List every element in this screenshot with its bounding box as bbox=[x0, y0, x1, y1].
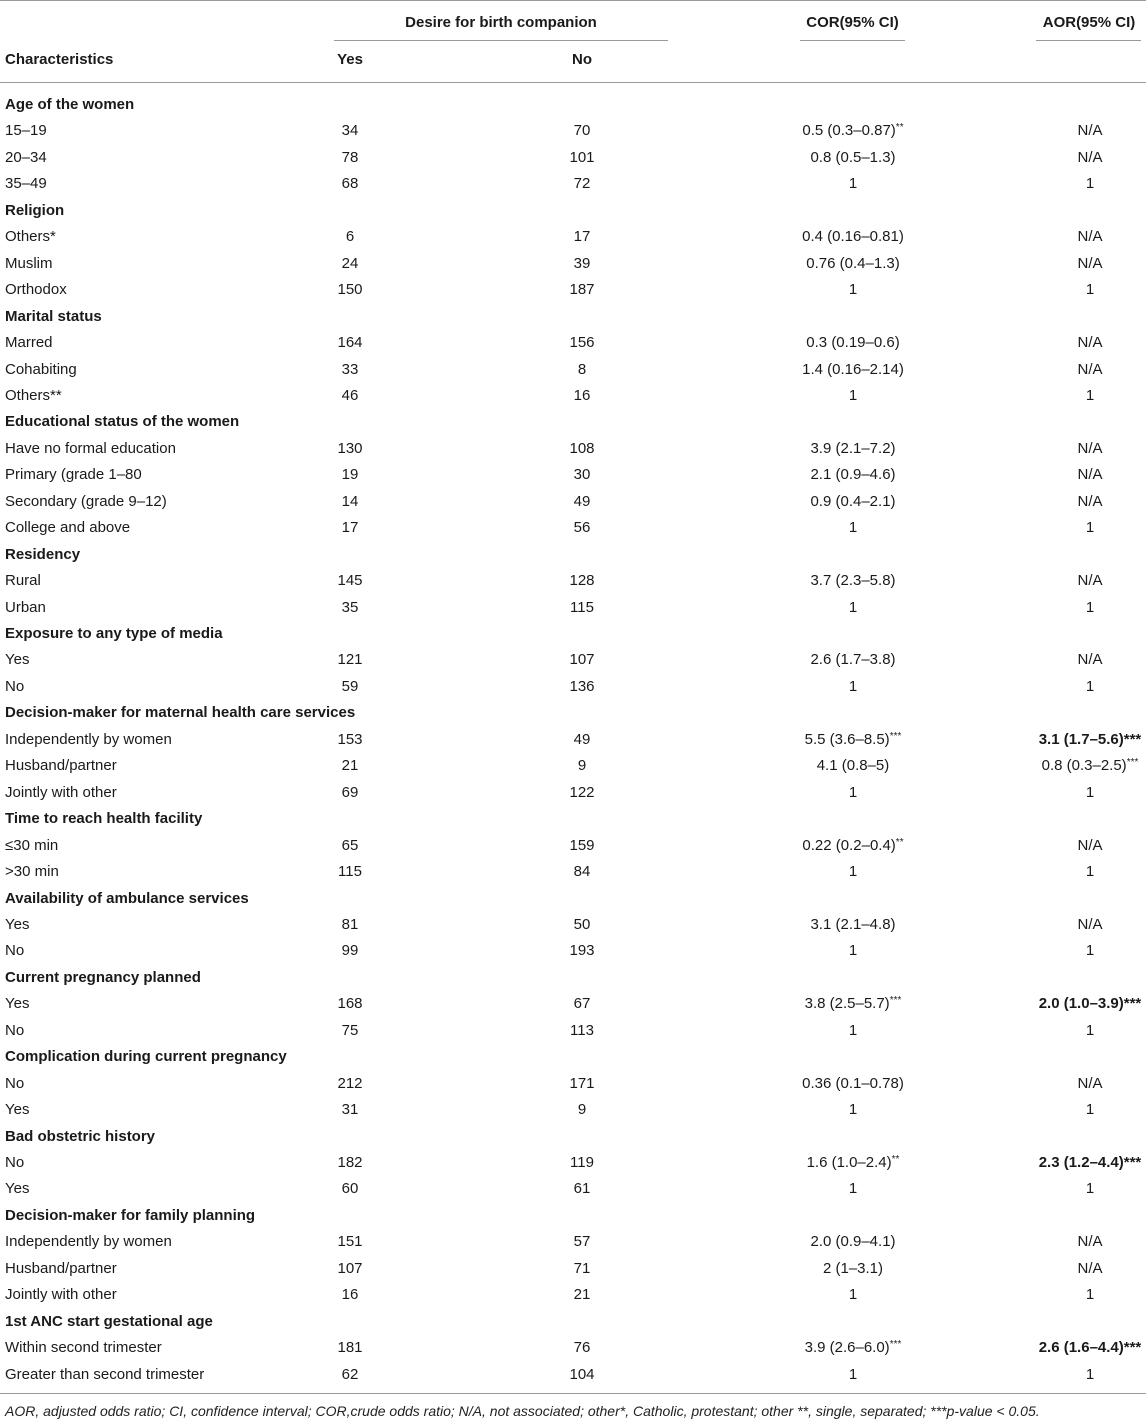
no-count: 136 bbox=[569, 678, 595, 695]
no-count: 49 bbox=[573, 731, 591, 748]
aor-value bbox=[1010, 916, 1146, 934]
cor-significance-mark: *** bbox=[889, 995, 902, 1006]
cor-text: 1 bbox=[848, 519, 858, 536]
cor-value bbox=[768, 334, 938, 352]
aor-text: 1 bbox=[1085, 863, 1095, 880]
cor-text: 5.5 (3.6–8.5) bbox=[804, 731, 890, 748]
cor-value bbox=[768, 1154, 938, 1172]
aor-value bbox=[1010, 1022, 1146, 1040]
no-count: 61 bbox=[573, 1180, 591, 1197]
no-count: 113 bbox=[570, 1022, 594, 1039]
aor-text: 1 bbox=[1085, 281, 1095, 298]
row-label: Have no formal education bbox=[5, 440, 176, 457]
row-label: Husband/partner bbox=[5, 1260, 117, 1277]
yes-count: 14 bbox=[341, 493, 359, 510]
aor-text: 1 bbox=[1085, 1022, 1095, 1039]
yes-count: 130 bbox=[337, 440, 363, 457]
yes-count: 153 bbox=[337, 731, 363, 748]
category-label: Educational status of the women bbox=[5, 413, 240, 430]
category-label: Exposure to any type of media bbox=[5, 625, 223, 642]
cor-text: 0.5 (0.3–0.87) bbox=[802, 122, 896, 139]
cor-value bbox=[768, 387, 938, 405]
row-label: ≤30 min bbox=[5, 837, 59, 854]
no-count: 156 bbox=[569, 334, 595, 351]
category-label: Decision-maker for family planning bbox=[5, 1207, 256, 1224]
cor-value bbox=[768, 1022, 938, 1040]
aor-text: N/A bbox=[1077, 440, 1103, 457]
yes-count: 145 bbox=[337, 572, 363, 589]
cor-value bbox=[768, 1339, 938, 1357]
row-label: Within second trimester bbox=[5, 1339, 162, 1356]
cor-value bbox=[768, 122, 938, 140]
category-label: Marital status bbox=[5, 308, 102, 325]
aor-value bbox=[1010, 175, 1146, 193]
no-count: 107 bbox=[569, 651, 595, 668]
yes-count: 81 bbox=[341, 916, 359, 933]
cor-text: 1 bbox=[848, 863, 858, 880]
aor-text: N/A bbox=[1077, 466, 1103, 483]
no-count: 16 bbox=[573, 387, 591, 404]
cor-text: 1.4 (0.16–2.14) bbox=[802, 361, 904, 378]
aor-text: N/A bbox=[1077, 361, 1103, 378]
row-label: Jointly with other bbox=[5, 784, 117, 801]
row-label: Rural bbox=[5, 572, 41, 589]
aor-text: 1 bbox=[1085, 1101, 1095, 1118]
row-label: No bbox=[5, 1022, 25, 1039]
no-count: 71 bbox=[573, 1260, 591, 1277]
cor-text: 2 (1–3.1) bbox=[822, 1260, 884, 1277]
category-label: Complication during current pregnancy bbox=[5, 1048, 287, 1065]
aor-value bbox=[1010, 149, 1146, 167]
yes-count: 35 bbox=[341, 599, 359, 616]
cor-value bbox=[768, 1260, 938, 1278]
row-label: Cohabiting bbox=[5, 361, 77, 378]
cor-text: 1 bbox=[848, 175, 858, 192]
aor-text: 1 bbox=[1085, 784, 1095, 801]
aor-text: N/A bbox=[1077, 1233, 1103, 1250]
yes-count: 181 bbox=[337, 1339, 363, 1356]
cor-text: 3.8 (2.5–5.7) bbox=[804, 995, 890, 1012]
no-count: 57 bbox=[573, 1233, 591, 1250]
row-label: Independently by women bbox=[5, 731, 172, 748]
category-label: Residency bbox=[5, 546, 81, 563]
cor-value bbox=[768, 361, 938, 379]
category-label: Age of the women bbox=[5, 96, 135, 113]
aor-value bbox=[1010, 361, 1146, 379]
row-label: College and above bbox=[5, 519, 131, 536]
aor-text: N/A bbox=[1077, 255, 1103, 272]
cor-text: 1 bbox=[848, 1180, 858, 1197]
category-label: Religion bbox=[5, 202, 65, 219]
yes-count: 46 bbox=[341, 387, 359, 404]
cor-value bbox=[768, 1233, 938, 1251]
yes-count: 34 bbox=[341, 122, 359, 139]
aor-value bbox=[1010, 599, 1146, 617]
row-label: Yes bbox=[5, 995, 30, 1012]
row-label: Jointly with other bbox=[5, 1286, 117, 1303]
aor-value bbox=[1010, 1233, 1146, 1251]
yes-count: 31 bbox=[341, 1101, 359, 1118]
yes-count: 59 bbox=[341, 678, 359, 695]
cor-value bbox=[768, 572, 938, 590]
aor-underline bbox=[1036, 40, 1141, 41]
row-label: 35–49 bbox=[5, 175, 47, 192]
yes-count: 182 bbox=[337, 1154, 363, 1171]
aor-text: 1 bbox=[1085, 599, 1095, 616]
aor-value bbox=[1010, 1260, 1146, 1278]
no-count: 67 bbox=[573, 995, 591, 1012]
yes-count: 24 bbox=[341, 255, 359, 272]
no-count: 30 bbox=[573, 466, 591, 483]
yes-count: 62 bbox=[341, 1366, 359, 1383]
cor-significance-mark: *** bbox=[889, 731, 902, 742]
aor-value bbox=[1010, 1154, 1146, 1172]
aor-header: AOR(95% CI) bbox=[1042, 14, 1136, 31]
yes-count: 17 bbox=[341, 519, 359, 536]
no-count: 76 bbox=[573, 1339, 591, 1356]
yes-count: 168 bbox=[337, 995, 363, 1012]
cor-value bbox=[768, 731, 938, 749]
row-label: 15–19 bbox=[5, 122, 47, 139]
aor-text: N/A bbox=[1077, 1260, 1103, 1277]
aor-value bbox=[1010, 942, 1146, 960]
yes-count: 6 bbox=[345, 228, 355, 245]
cor-text: 1 bbox=[848, 678, 858, 695]
cor-value bbox=[768, 493, 938, 511]
aor-text: N/A bbox=[1077, 1075, 1103, 1092]
aor-value bbox=[1010, 757, 1146, 775]
cor-text: 1 bbox=[848, 1022, 858, 1039]
aor-value bbox=[1010, 440, 1146, 458]
cor-value bbox=[768, 149, 938, 167]
no-count: 108 bbox=[569, 440, 595, 457]
aor-value bbox=[1010, 1101, 1146, 1119]
row-label: Yes bbox=[5, 651, 30, 668]
no-count: 115 bbox=[570, 599, 594, 616]
yes-count: 151 bbox=[337, 1233, 363, 1250]
cor-text: 0.9 (0.4–2.1) bbox=[810, 493, 896, 510]
yes-count: 212 bbox=[337, 1075, 363, 1092]
cor-value bbox=[768, 228, 938, 246]
no-count: 39 bbox=[573, 255, 591, 272]
cor-value bbox=[768, 599, 938, 617]
aor-text: N/A bbox=[1077, 651, 1103, 668]
row-label: Secondary (grade 9–12) bbox=[5, 493, 167, 510]
aor-value bbox=[1010, 1180, 1146, 1198]
aor-significance-mark: *** bbox=[1126, 757, 1139, 768]
category-label: 1st ANC start gestational age bbox=[5, 1313, 213, 1330]
bottom-rule bbox=[0, 1393, 1146, 1394]
no-count: 70 bbox=[573, 122, 591, 139]
cor-value bbox=[768, 255, 938, 273]
cor-text: 1 bbox=[848, 281, 858, 298]
cor-value bbox=[768, 651, 938, 669]
cor-text: 2.1 (0.9–4.6) bbox=[810, 466, 896, 483]
cor-value bbox=[768, 519, 938, 537]
cor-value bbox=[768, 440, 938, 458]
row-label: >30 min bbox=[5, 863, 59, 880]
aor-text: 1 bbox=[1085, 1286, 1095, 1303]
group-underline bbox=[334, 40, 668, 41]
cor-text: 2.6 (1.7–3.8) bbox=[810, 651, 896, 668]
aor-text: 1 bbox=[1085, 387, 1095, 404]
yes-count: 121 bbox=[337, 651, 363, 668]
yes-count: 150 bbox=[337, 281, 363, 298]
no-count: 104 bbox=[569, 1366, 595, 1383]
cor-text: 0.8 (0.5–1.3) bbox=[810, 149, 896, 166]
cor-significance-mark: *** bbox=[889, 1339, 902, 1350]
row-label: Primary (grade 1–80 bbox=[5, 466, 142, 483]
yes-count: 19 bbox=[341, 466, 359, 483]
cor-value bbox=[768, 466, 938, 484]
characteristics-header: Characteristics bbox=[5, 51, 114, 68]
yes-count: 164 bbox=[337, 334, 363, 351]
no-count: 193 bbox=[569, 942, 595, 959]
no-count: 8 bbox=[577, 361, 587, 378]
cor-text: 1 bbox=[848, 387, 858, 404]
cor-value bbox=[768, 678, 938, 696]
row-label: No bbox=[5, 1075, 25, 1092]
cor-text: 0.22 (0.2–0.4) bbox=[802, 837, 896, 854]
aor-value bbox=[1010, 572, 1146, 590]
aor-text: 2.6 (1.6–4.4)*** bbox=[1038, 1339, 1142, 1356]
table-footnote: AOR, adjusted odds ratio; CI, confidence interval; COR,crude odds ratio; N/A, not associated; other*, Catholic, protestant; other **, single, separated; ***p-value < 0.05. bbox=[5, 1403, 1040, 1419]
cor-text: 0.36 (0.1–0.78) bbox=[802, 1075, 904, 1092]
aor-value bbox=[1010, 731, 1146, 749]
row-label: Yes bbox=[5, 1180, 30, 1197]
cor-text: 1 bbox=[848, 942, 858, 959]
yes-count: 75 bbox=[341, 1022, 359, 1039]
aor-value bbox=[1010, 387, 1146, 405]
aor-text: 0.8 (0.3–2.5) bbox=[1041, 757, 1127, 774]
no-count: 21 bbox=[573, 1286, 591, 1303]
aor-text: 1 bbox=[1085, 519, 1095, 536]
aor-value bbox=[1010, 995, 1146, 1013]
cor-text: 0.4 (0.16–0.81) bbox=[802, 228, 904, 245]
aor-text: N/A bbox=[1077, 837, 1103, 854]
aor-text: N/A bbox=[1077, 334, 1103, 351]
yes-count: 33 bbox=[341, 361, 359, 378]
row-label: Husband/partner bbox=[5, 757, 117, 774]
aor-text: 2.0 (1.0–3.9)*** bbox=[1038, 995, 1142, 1012]
aor-value bbox=[1010, 228, 1146, 246]
yes-count: 65 bbox=[341, 837, 359, 854]
row-label: Others* bbox=[5, 228, 56, 245]
row-label: Muslim bbox=[5, 255, 53, 272]
row-label: No bbox=[5, 678, 25, 695]
row-label: Yes bbox=[5, 1101, 30, 1118]
yes-count: 78 bbox=[341, 149, 359, 166]
yes-count: 16 bbox=[341, 1286, 359, 1303]
cor-significance-mark: ** bbox=[895, 122, 904, 133]
cor-value bbox=[768, 757, 938, 775]
cor-significance-mark: ** bbox=[895, 837, 904, 848]
aor-text: 1 bbox=[1085, 1180, 1095, 1197]
cor-value bbox=[768, 863, 938, 881]
aor-value bbox=[1010, 281, 1146, 299]
no-count: 187 bbox=[569, 281, 595, 298]
row-label: Others** bbox=[5, 387, 62, 404]
category-label: Decision-maker for maternal health care services bbox=[5, 704, 356, 721]
cor-text: 1 bbox=[848, 1101, 858, 1118]
header-bottom-rule bbox=[0, 82, 1146, 83]
no-count: 171 bbox=[569, 1075, 595, 1092]
cor-text: 1.6 (1.0–2.4) bbox=[806, 1154, 892, 1171]
aor-text: N/A bbox=[1077, 916, 1103, 933]
yes-count: 115 bbox=[338, 863, 362, 880]
cor-text: 4.1 (0.8–5) bbox=[816, 757, 890, 774]
no-count: 50 bbox=[573, 916, 591, 933]
cor-text: 1 bbox=[848, 599, 858, 616]
cor-value bbox=[768, 1101, 938, 1119]
cor-text: 0.76 (0.4–1.3) bbox=[806, 255, 900, 272]
cor-value bbox=[768, 281, 938, 299]
no-count: 17 bbox=[573, 228, 591, 245]
aor-value bbox=[1010, 651, 1146, 669]
aor-value bbox=[1010, 334, 1146, 352]
aor-value bbox=[1010, 1075, 1146, 1093]
aor-value bbox=[1010, 122, 1146, 140]
cor-text: 3.1 (2.1–4.8) bbox=[810, 916, 896, 933]
cor-text: 1 bbox=[848, 1366, 858, 1383]
aor-text: N/A bbox=[1077, 228, 1103, 245]
aor-text: N/A bbox=[1077, 149, 1103, 166]
row-label: No bbox=[5, 942, 25, 959]
no-count: 159 bbox=[569, 837, 595, 854]
yes-count: 21 bbox=[341, 757, 359, 774]
cor-text: 2.0 (0.9–4.1) bbox=[810, 1233, 896, 1250]
cor-text: 3.7 (2.3–5.8) bbox=[810, 572, 896, 589]
aor-value bbox=[1010, 255, 1146, 273]
aor-value bbox=[1010, 784, 1146, 802]
aor-text: 3.1 (1.7–5.6)*** bbox=[1038, 731, 1142, 748]
no-count: 9 bbox=[577, 1101, 587, 1118]
cor-value bbox=[768, 1075, 938, 1093]
aor-value bbox=[1010, 1366, 1146, 1384]
no-count: 49 bbox=[573, 493, 591, 510]
aor-value bbox=[1010, 678, 1146, 696]
yes-header: Yes bbox=[337, 51, 363, 68]
cor-significance-mark: ** bbox=[891, 1154, 900, 1165]
row-label: No bbox=[5, 1154, 25, 1171]
row-label: Independently by women bbox=[5, 1233, 172, 1250]
yes-count: 99 bbox=[341, 942, 359, 959]
aor-value bbox=[1010, 466, 1146, 484]
no-count: 72 bbox=[573, 175, 591, 192]
aor-text: 1 bbox=[1085, 1366, 1095, 1383]
no-count: 128 bbox=[569, 572, 595, 589]
aor-value bbox=[1010, 493, 1146, 511]
cor-value bbox=[768, 942, 938, 960]
aor-text: 2.3 (1.2–4.4)*** bbox=[1038, 1154, 1142, 1171]
cor-value bbox=[768, 1180, 938, 1198]
category-label: Time to reach health facility bbox=[5, 810, 203, 827]
no-count: 84 bbox=[573, 863, 591, 880]
no-count: 101 bbox=[569, 149, 595, 166]
category-label: Bad obstetric history bbox=[5, 1128, 156, 1145]
aor-text: N/A bbox=[1077, 122, 1103, 139]
row-label: Greater than second trimester bbox=[5, 1366, 205, 1383]
yes-count: 107 bbox=[337, 1260, 363, 1277]
aor-value bbox=[1010, 1339, 1146, 1357]
aor-text: N/A bbox=[1077, 572, 1103, 589]
cor-value bbox=[768, 837, 938, 855]
aor-text: 1 bbox=[1085, 678, 1095, 695]
cor-value bbox=[768, 995, 938, 1013]
row-label: Urban bbox=[5, 599, 46, 616]
row-label: 20–34 bbox=[5, 149, 47, 166]
cor-text: 1 bbox=[848, 784, 858, 801]
aor-text: 1 bbox=[1085, 942, 1095, 959]
aor-value bbox=[1010, 519, 1146, 537]
no-count: 119 bbox=[570, 1154, 594, 1171]
no-count: 56 bbox=[573, 519, 591, 536]
aor-value bbox=[1010, 863, 1146, 881]
cor-header: COR(95% CI) bbox=[806, 14, 899, 31]
aor-value bbox=[1010, 1286, 1146, 1304]
category-label: Current pregnancy planned bbox=[5, 969, 201, 986]
category-label: Availability of ambulance services bbox=[5, 890, 249, 907]
row-label: Marred bbox=[5, 334, 53, 351]
no-header: No bbox=[572, 51, 592, 68]
aor-text: 1 bbox=[1085, 175, 1095, 192]
cor-value bbox=[768, 916, 938, 934]
cor-value bbox=[768, 784, 938, 802]
row-label: Yes bbox=[5, 916, 30, 933]
yes-count: 69 bbox=[341, 784, 359, 801]
cor-value bbox=[768, 1286, 938, 1304]
cor-text: 3.9 (2.6–6.0) bbox=[804, 1339, 890, 1356]
top-rule bbox=[0, 0, 1146, 1]
cor-value bbox=[768, 175, 938, 193]
group-header: Desire for birth companion bbox=[405, 14, 597, 31]
cor-underline bbox=[800, 40, 905, 41]
cor-text: 0.3 (0.19–0.6) bbox=[806, 334, 900, 351]
row-label: Orthodox bbox=[5, 281, 67, 298]
cor-value bbox=[768, 1366, 938, 1384]
yes-count: 68 bbox=[341, 175, 359, 192]
aor-text: N/A bbox=[1077, 493, 1103, 510]
aor-value bbox=[1010, 837, 1146, 855]
no-count: 9 bbox=[577, 757, 587, 774]
yes-count: 60 bbox=[341, 1180, 359, 1197]
cor-text: 3.9 (2.1–7.2) bbox=[810, 440, 896, 457]
no-count: 122 bbox=[569, 784, 595, 801]
cor-text: 1 bbox=[848, 1286, 858, 1303]
